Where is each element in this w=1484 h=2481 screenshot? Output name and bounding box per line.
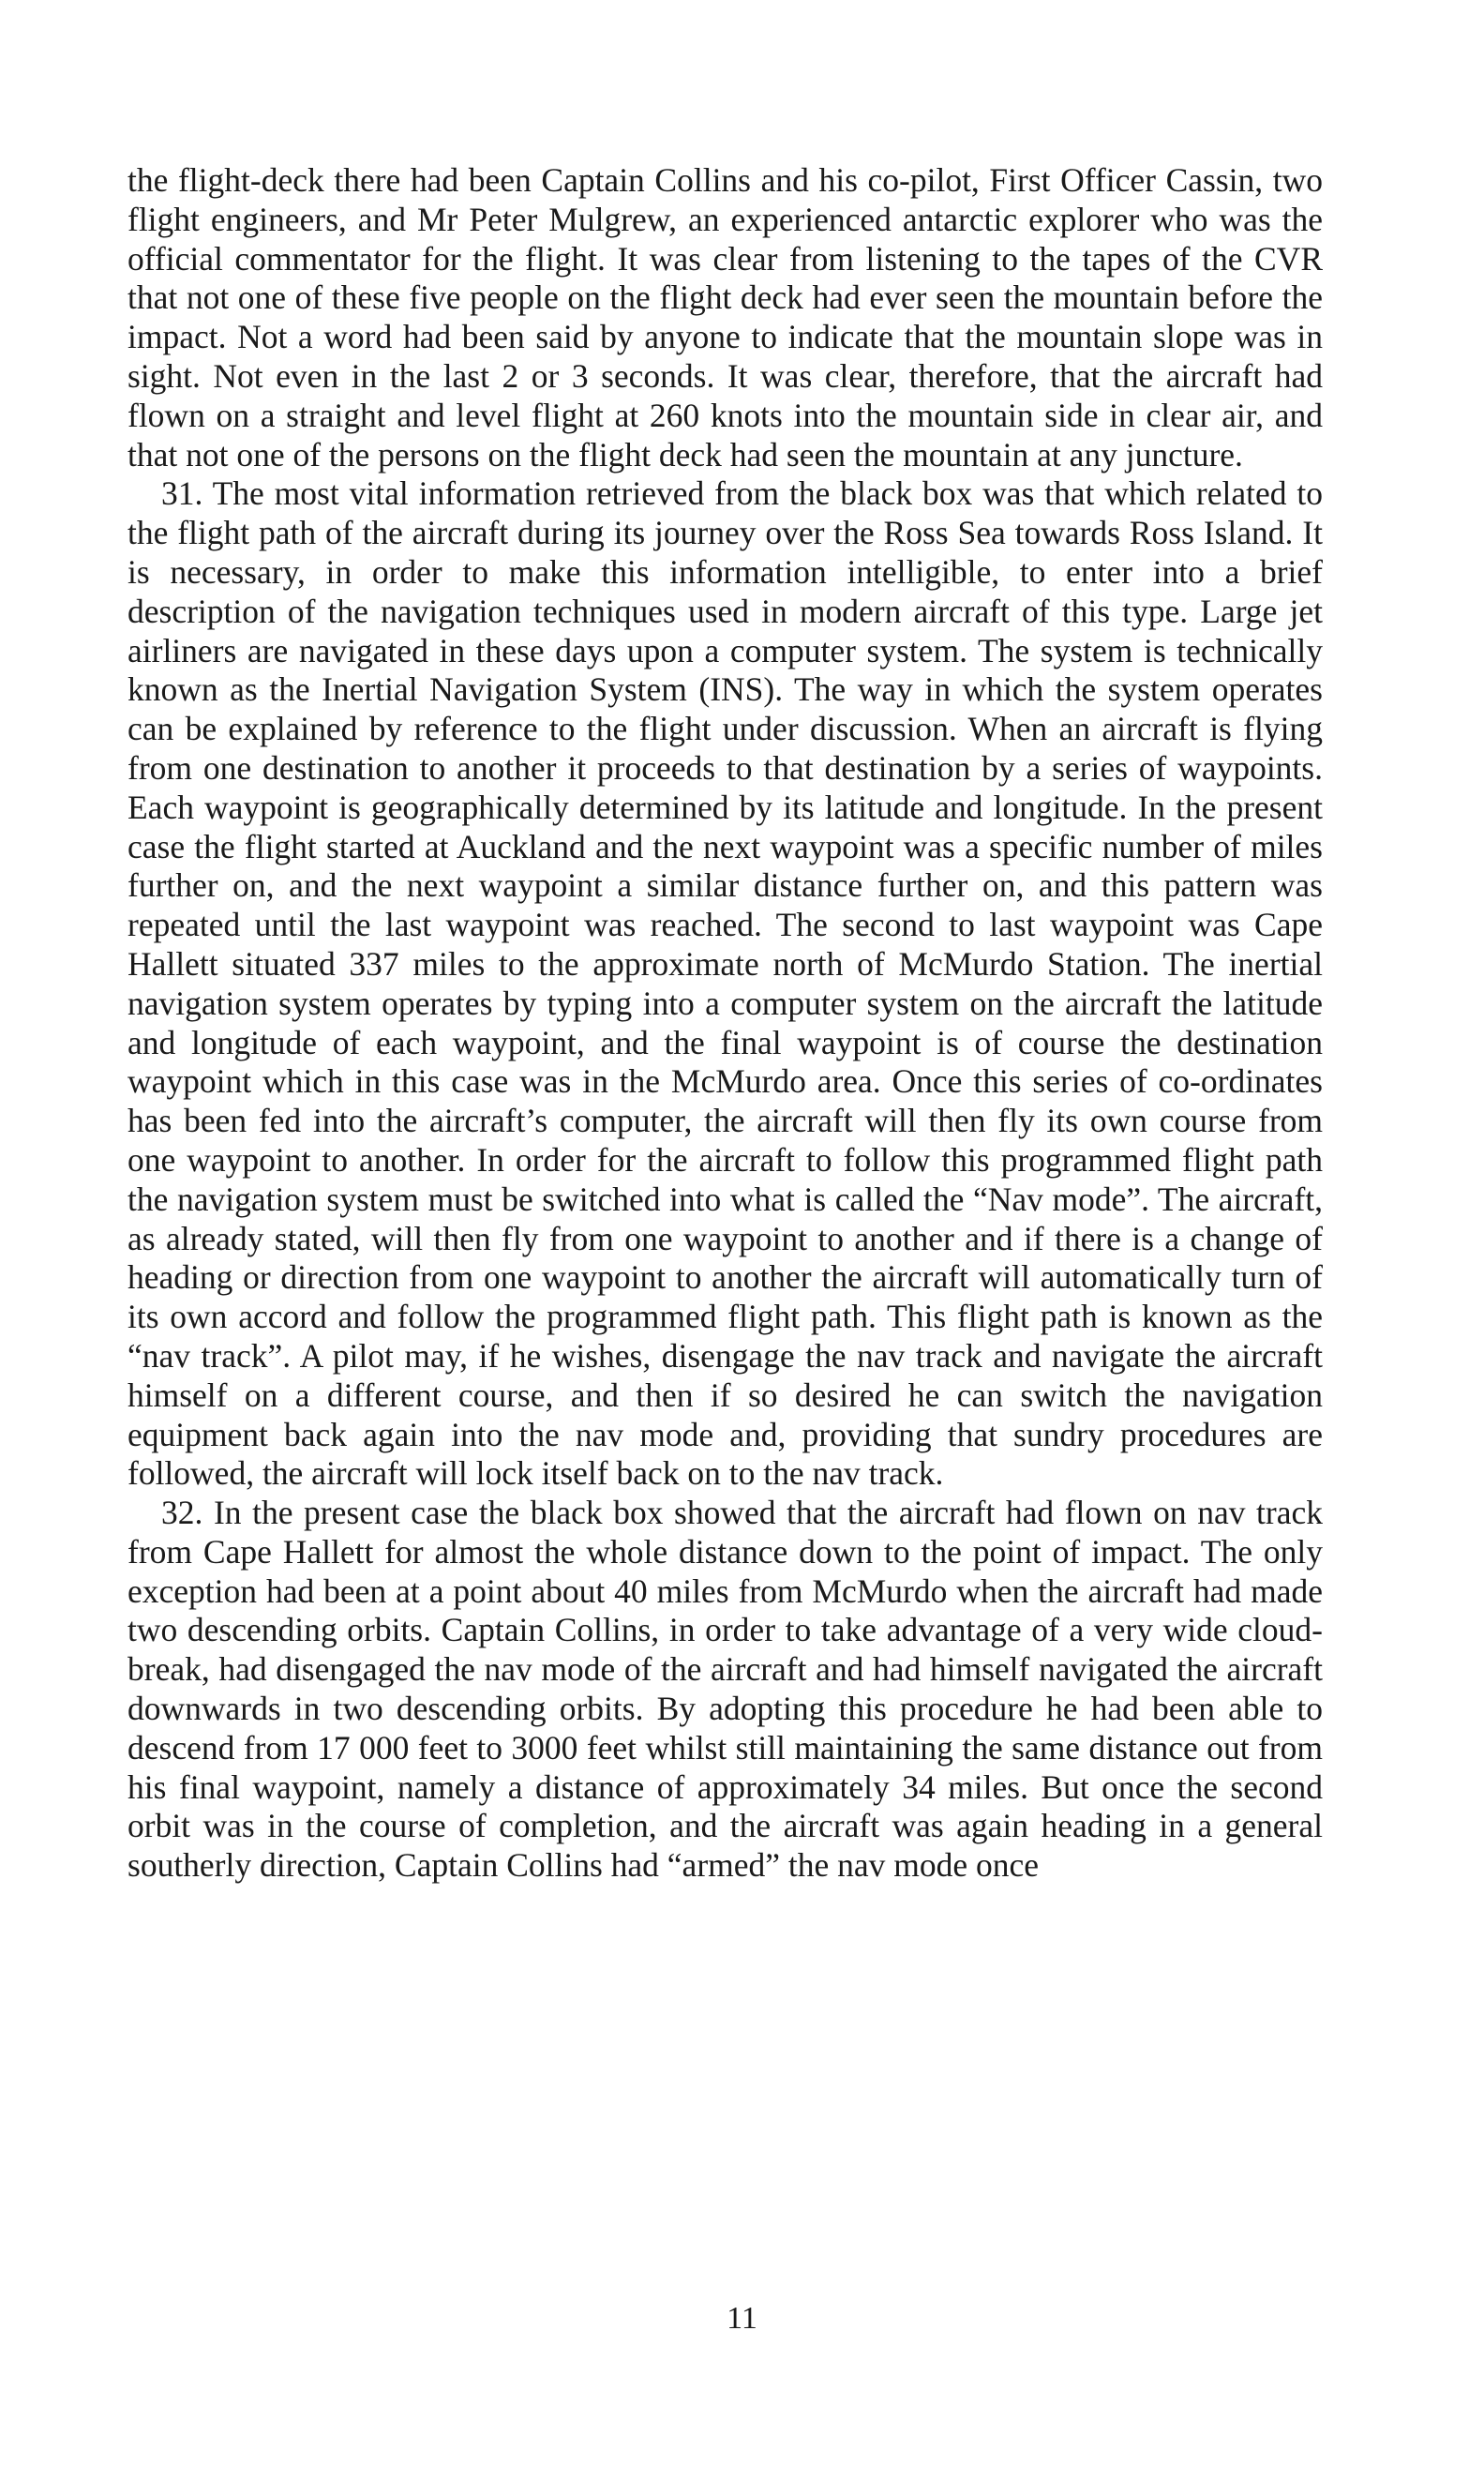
body-text <box>127 161 1323 1886</box>
paragraph-32: 32. In the present case the black box showed that the aircraft had flown on nav track from Cape Hallett for almost the whole distance down to the point of impact. The only exception had been at a point about 40 miles from McMurdo when the aircraft had made two descending orbits. Captain Collins, in order to take advantage of a very wide cloud-break, had disengaged the nav mode of the aircraft and had himself navigated the aircraft downwards in two descending orbits. By adopting this procedure he had been able to descend from 17 000 feet to 3000 feet whilst still maintaining the same distance out from his final waypoint, namely a distance of approximately 34 miles. But once the second orbit was in the course of completion, and the aircraft was again heading in a general southerly direction, Captain Collins had “armed” the nav mode once <box>127 1494 1323 1885</box>
paragraph-31: 31. The most vital information retrieved from the black box was that which related to the flight path of the aircraft during its journey over the Ross Sea towards Ross Island. It is necessary, in order to make this information intelligible, to enter into a brief description of the navigation techniques used in modern aircraft of this type. Large jet airliners are navigated in these days upon a computer system. The system is technically known as the Inertial Navigation System (INS). The way in which the system operates can be explained by reference to the flight under discussion. When an aircraft is flying from one destination to another it proceeds to that destination by a series of waypoints. Each waypoint is geographically determined by its latitude and longitude. In the present case the flight started at Auckland and the next waypoint was a specific number of miles further on, and the next waypoint a similar distance further on, and this pattern was repeated until the last waypoint was reached. The second to last waypoint was Cape Hallett situated 337 miles to the approximate north of McMurdo Station. The inertial navigation system operates by typing into a computer system on the aircraft the latitude and longitude of each waypoint, and the final waypoint is of course the destination waypoint which in this case was in the McMurdo area. Once this series of co-ordinates has been fed into the aircraft’s computer, the aircraft will then fly its own course from one waypoint to another. In order for the aircraft to follow this programmed flight path the navigation system must be switched into what is called the “Nav mode”. The aircraft, as already stated, will then fly from one waypoint to another and if there is a change of heading or direction from one waypoint to another the aircraft will automatically turn of its own accord and follow the programmed flight path. This flight path is known as the “nav track”. A pilot may, if he wishes, disengage the nav track and navigate the aircraft himself on a different course, and then if so desired he can switch the navigation equipment back again into the nav mode and, providing that sundry procedures are followed, the aircraft will lock itself back on to the nav track. <box>127 474 1323 1493</box>
paragraph-continuation: the flight-deck there had been Captain Collins and his co-pilot, First Officer Cassin, two flight engineers, and Mr Peter Mulgrew, an experienced antarctic explorer who was the official commentator for the flight. It was clear from listening to the tapes of the CVR that not one of these five people on the flight deck had ever seen the mountain before the impact. Not a word had been said by anyone to indicate that the mountain slope was in sight. Not even in the last 2 or 3 seconds. It was clear, therefore, that the aircraft had flown on a straight and level flight at 260 knots into the mountain side in clear air, and that not one of the persons on the flight deck had seen the mountain at any juncture. <box>127 161 1323 474</box>
page-number: 11 <box>727 2301 757 2336</box>
